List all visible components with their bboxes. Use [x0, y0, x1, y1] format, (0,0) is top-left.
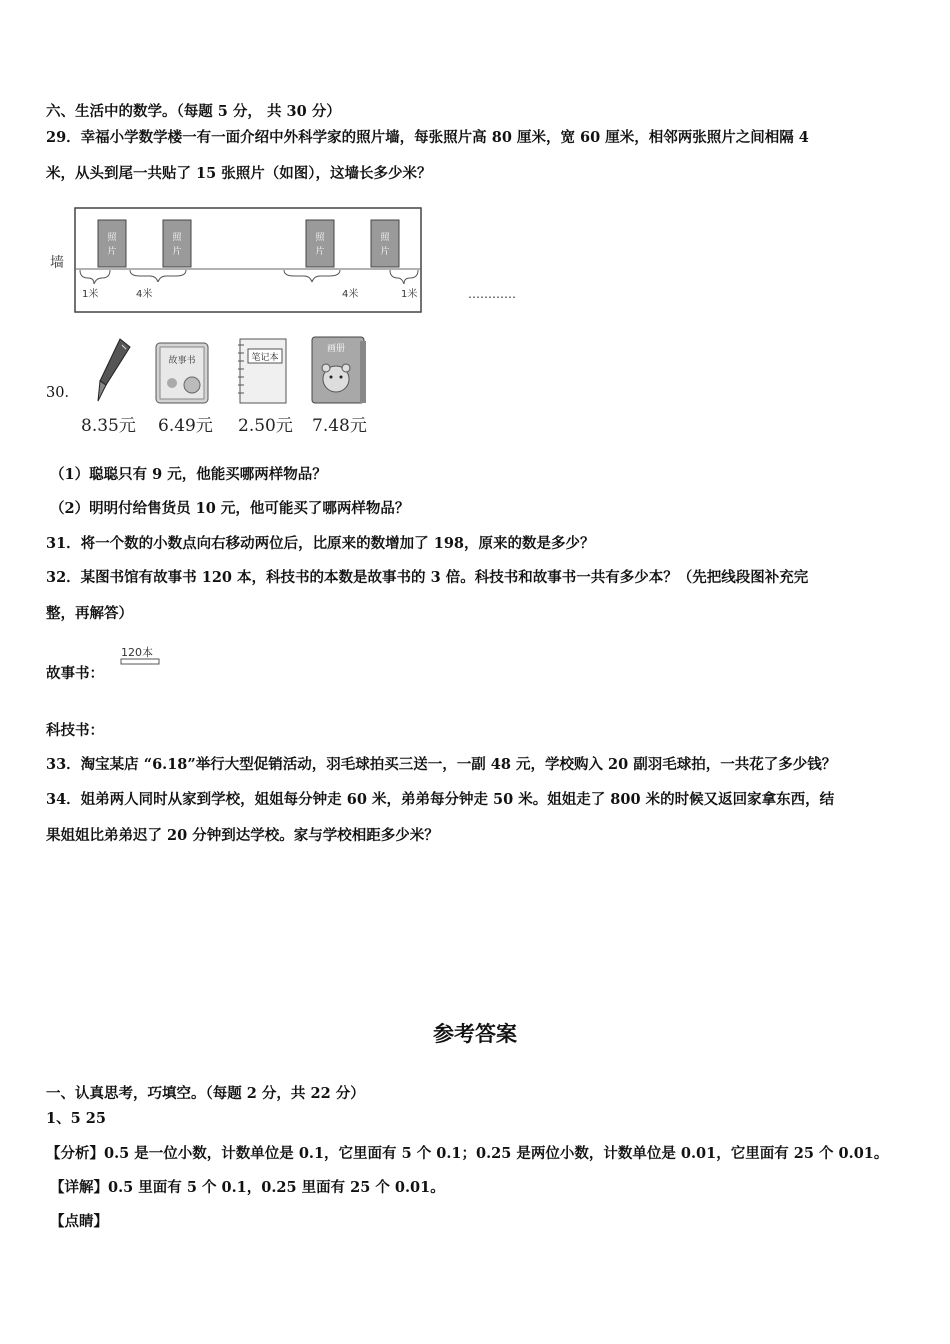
svg-text:照: 照 [172, 233, 182, 243]
continuation-ellipsis: ………… [468, 287, 516, 301]
q30-sub1: （1）聪聪只有 9 元，他能买哪两样物品？ [50, 466, 327, 483]
q32-line1: 32．某图书馆有故事书 120 本，科技书的本数是故事书的 3 倍。科技书和故事书一共有多少本？（先把线段图补充完 [46, 569, 809, 586]
svg-text:画册: 画册 [326, 344, 346, 354]
svg-text:片: 片 [107, 247, 117, 257]
story-book-segment [118, 644, 168, 668]
section-six-heading: 六、生活中的数学。（每题 5 分， 共 30 分） [46, 103, 341, 120]
photo-3 [306, 220, 334, 267]
svg-text:故事书: 故事书 [168, 356, 196, 366]
notebook-icon [238, 339, 286, 403]
answer-1-analysis: 【分析】0.5 是一位小数，计数单位是 0.1，它里面有 5 个 0.1；0.25 是两位小数，计数单位是 0.01，它里面有 25 个 0.01。 [46, 1145, 889, 1162]
picture-book-icon [312, 337, 366, 403]
svg-text:照: 照 [107, 233, 117, 243]
gap-label-between-1: 4米 [136, 289, 153, 300]
svg-text:片: 片 [380, 247, 390, 257]
pen-icon [98, 339, 130, 401]
story-book-label: 故事书： [46, 665, 104, 682]
photo-2 [163, 220, 191, 267]
q29-line2: 米，从头到尾一共贴了 15 张照片（如图），这墙长多少米？ [46, 165, 432, 182]
answer-1: 1、5 25 [46, 1110, 106, 1127]
q34-line1: 34．姐弟两人同时从家到学校，姐姐每分钟走 60 米，弟弟每分钟走 50 米。姐姐走了 800 米的时候又返回家拿东西，结 [46, 791, 835, 808]
picture-book-price: 7.48元 [312, 416, 367, 436]
svg-text:照: 照 [380, 233, 390, 243]
svg-text:照: 照 [315, 233, 325, 243]
answer-1-detail: 【详解】0.5 里面有 5 个 0.1，0.25 里面有 25 个 0.01。 [50, 1179, 445, 1196]
q32-line2: 整，再解答） [46, 605, 133, 622]
gap-braces [80, 270, 418, 284]
q29-line1: 29．幸福小学数学楼一有一面介绍中外科学家的照片墙，每张照片高 80 厘米，宽 60 厘米，相邻两张照片之间相隔 4 [46, 129, 809, 146]
wall-label: 墙 [50, 255, 64, 271]
gap-label-left-edge: 1米 [82, 289, 99, 300]
answers-title: 参考答案 [433, 1022, 517, 1046]
answers-section1-heading: 一、认真思考，巧填空。（每题 2 分，共 22 分） [46, 1085, 365, 1102]
q30-number: 30． [46, 385, 79, 401]
q31-text: 31．将一个数的小数点向右移动两位后，比原来的数增加了 198，原来的数是多少？ [46, 535, 595, 552]
gap-label-between-2: 4米 [342, 289, 359, 300]
svg-text:片: 片 [172, 247, 182, 257]
svg-text:120本: 120本 [121, 646, 153, 659]
q34-line2: 果姐姐比弟弟迟了 20 分钟到达学校。家与学校相距多少米？ [46, 827, 439, 844]
story-book-price: 6.49元 [158, 416, 213, 436]
q30-items-figure [80, 333, 380, 413]
q33-text: 33．淘宝某店 “6.18”举行大型促销活动，羽毛球拍买三送一，一副 48 元，学校购入 20 副羽毛球拍，一共花了多少钱？ [46, 756, 837, 773]
story-book-icon [156, 343, 208, 403]
wall-outline [75, 208, 421, 312]
photo-wall-figure [44, 204, 524, 316]
answer-1-comment: 【点睛】 [50, 1213, 108, 1230]
svg-text:笔记本: 笔记本 [251, 353, 279, 363]
notebook-price: 2.50元 [238, 416, 293, 436]
q30-sub2: （2）明明付给售货员 10 元，他可能买了哪两样物品？ [50, 500, 410, 517]
photo-4 [371, 220, 399, 267]
photo-1 [98, 220, 126, 267]
pen-price: 8.35元 [81, 416, 136, 436]
svg-text:片: 片 [315, 247, 325, 257]
gap-label-right-edge: 1米 [401, 289, 418, 300]
science-book-label: 科技书： [46, 722, 104, 739]
